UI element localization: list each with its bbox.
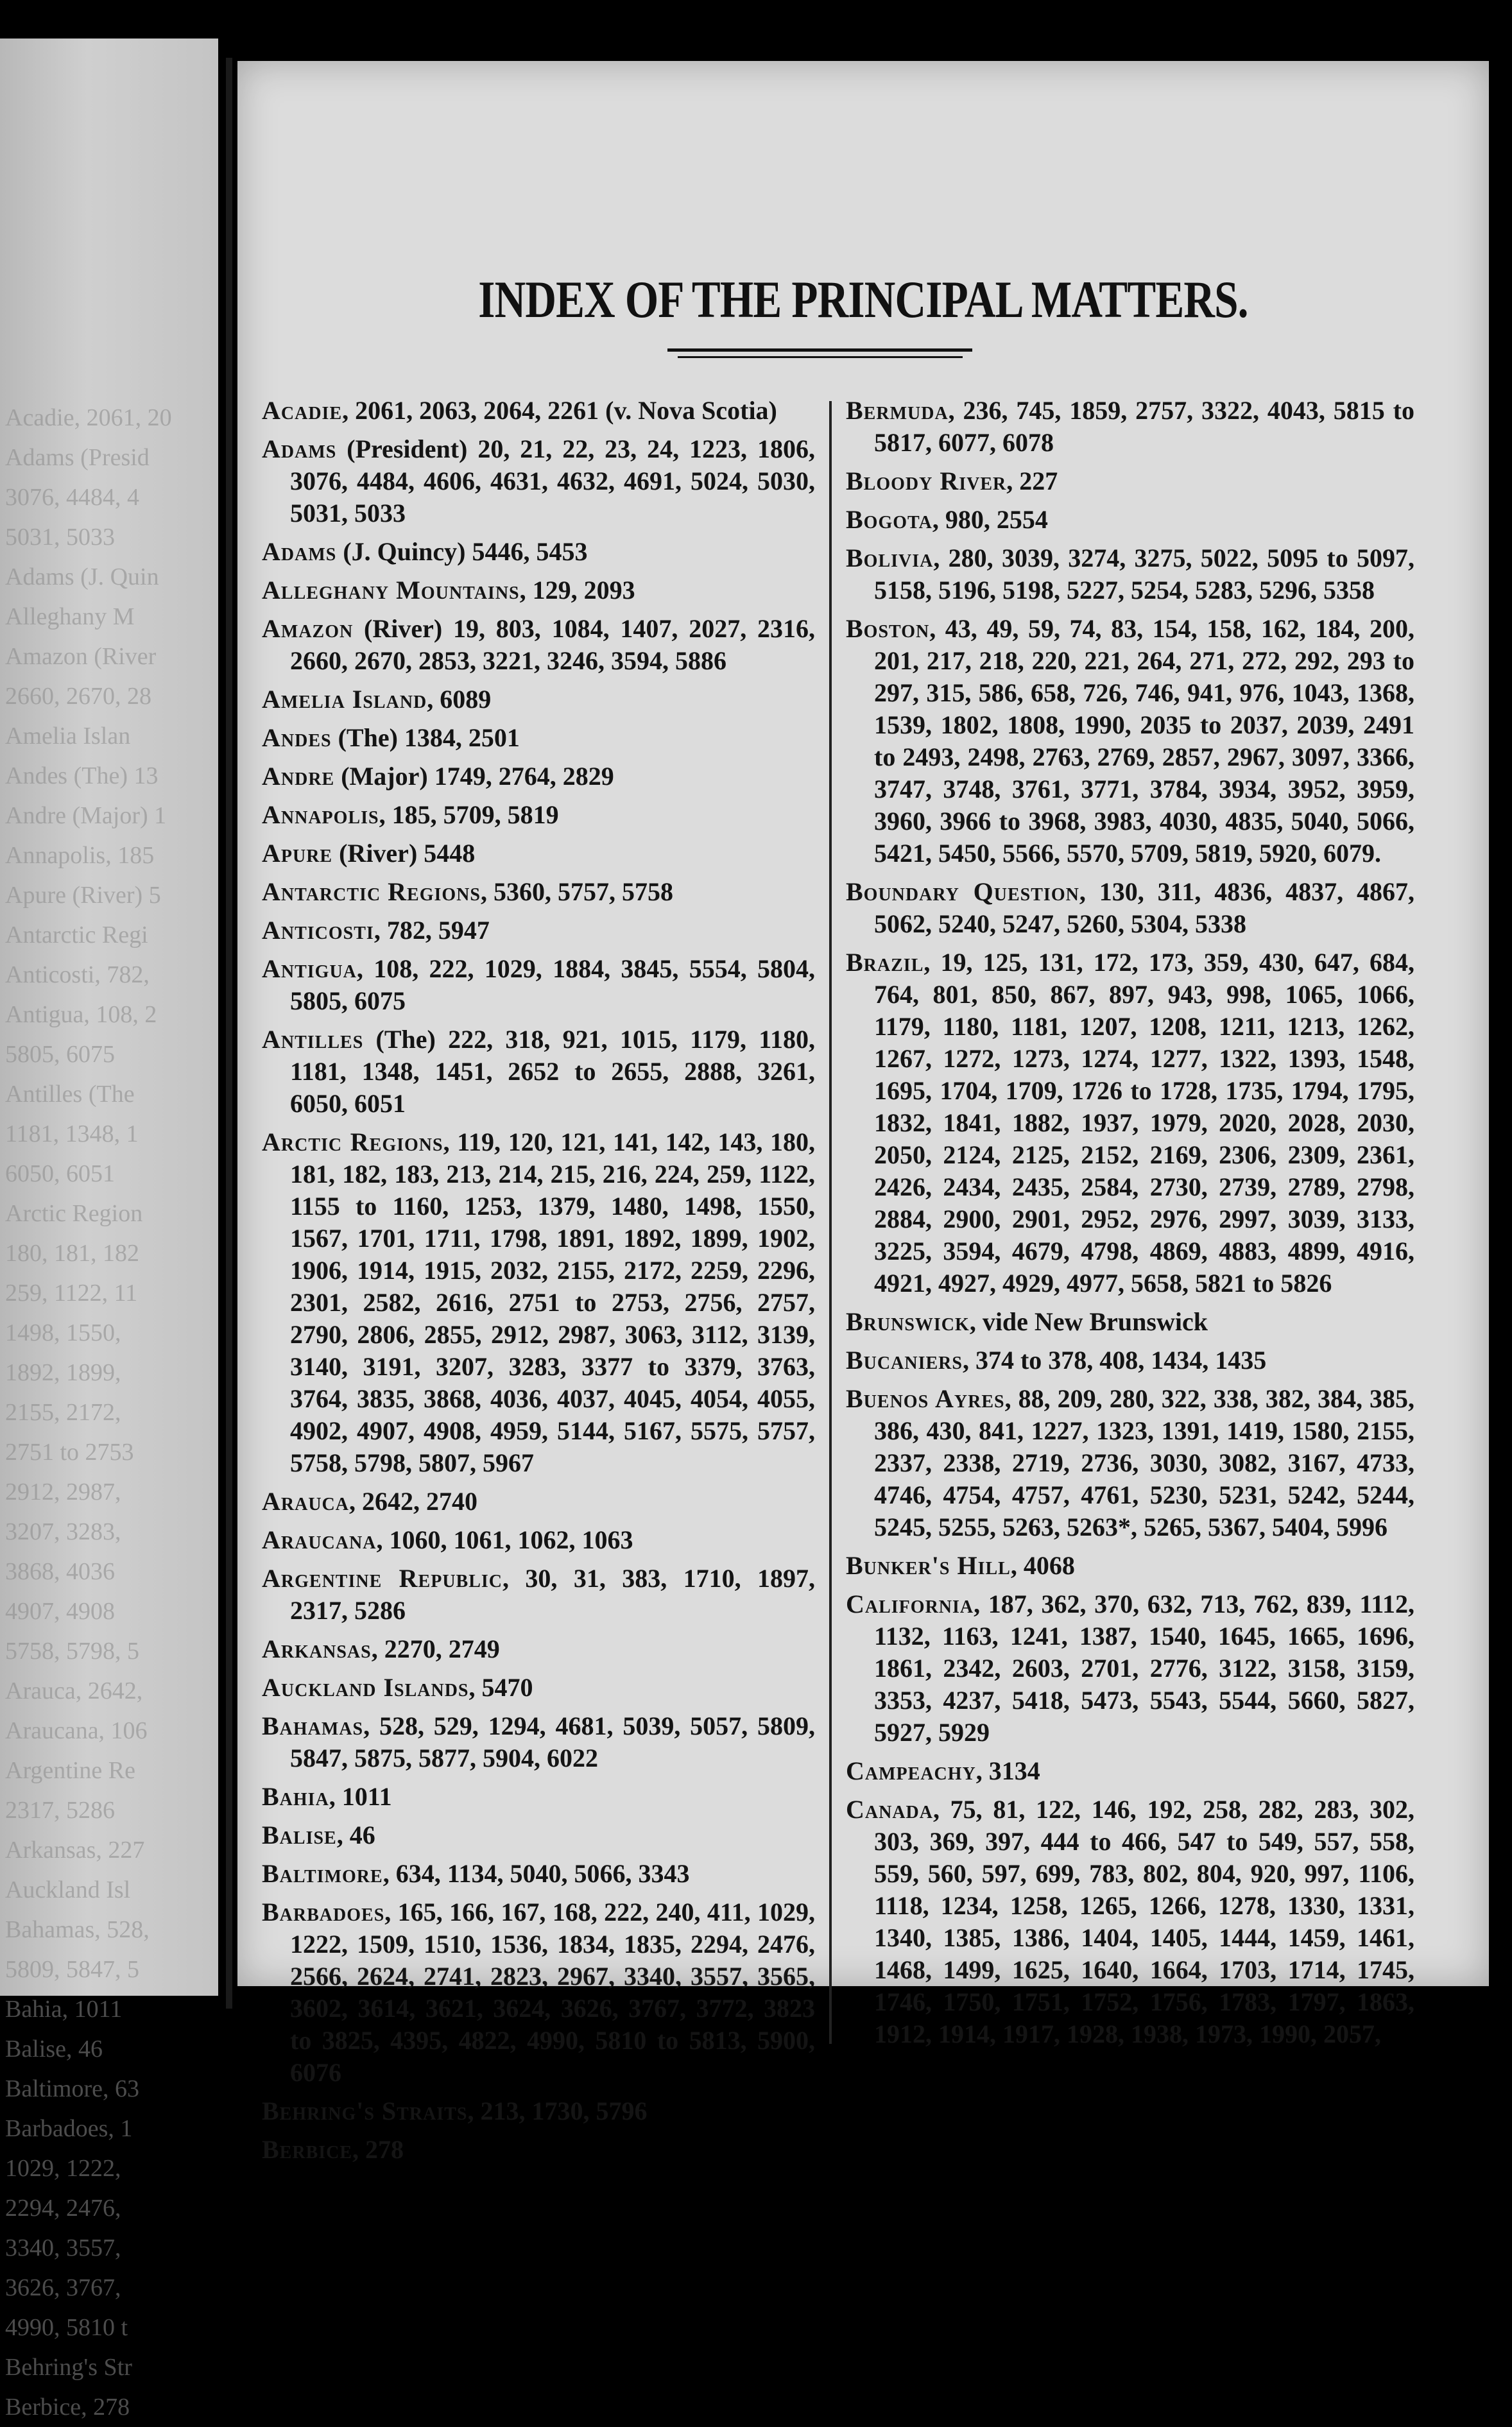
index-references: , 185, 5709, 5819 (379, 800, 559, 829)
bleed-through-line: 180, 181, 182 (5, 1240, 139, 1267)
index-headword: Antigua (262, 954, 357, 983)
bleed-through-line: Andre (Major) 1 (5, 802, 167, 829)
index-entry (846, 1344, 1414, 1376)
index-references: , 5360, 5757, 5758 (480, 877, 673, 906)
index-entry (262, 1024, 815, 1120)
index-headword: Canada (846, 1795, 933, 1824)
index-headword: Antarctic Regions (262, 877, 481, 906)
bleed-through-line: 6050, 6051 (5, 1160, 115, 1187)
index-headword: Argentine Republic (262, 1564, 503, 1593)
bleed-through-line: 1181, 1348, 1 (5, 1120, 139, 1147)
index-references: (The) 1384, 2501 (331, 723, 520, 752)
index-entry (262, 953, 815, 1017)
bleed-through-line: 4990, 5810 t (5, 2314, 128, 2341)
bleed-through-line: 3340, 3557, (5, 2234, 121, 2261)
bleed-through-line: 2317, 5286 (5, 1797, 115, 1824)
index-headword: Arauca (262, 1487, 349, 1516)
index-references: , 43, 49, 59, 74, 83, 154, 158, 162, 184, 200, 201, 217, 218, 220, 221, 264, 271, 272, 292, 293 to 297, 315, 586, 658, 726, 746, 941, 976, 1043, 1368, 1539, 1802, 1808, 1990, 2035 to 2037, 2039, 2491 to 2493, 2498, 2763, 2769, 2857, 2967, 3097, 3366, 3747, 3748, 3761, 3771, 3784, 3934, 3952, 3959, 3960, 3966 to 3968, 3983, 4030, 4835, 5040, 5066, 5421, 5450, 5566, 5570, 5709, 5819, 5920, 6079. (874, 614, 1414, 868)
bleed-through-line: 5805, 6075 (5, 1041, 115, 1068)
index-entry (262, 1486, 815, 1518)
index-headword: Bunker's Hill (846, 1551, 1011, 1580)
bleed-through-line: Antigua, 108, 2 (5, 1001, 157, 1028)
index-references: , 129, 2093 (519, 576, 635, 605)
bleed-through-line: 3868, 4036 (5, 1558, 115, 1585)
index-references: , 3134 (975, 1756, 1040, 1785)
index-headword: Adams (262, 537, 337, 566)
index-entry (262, 1710, 815, 1774)
index-references: , 1060, 1061, 1062, 1063 (376, 1525, 633, 1554)
index-headword: Brunswick (846, 1307, 970, 1336)
index-headword: Bogota (846, 505, 932, 534)
index-headword: Bucaniers (846, 1346, 963, 1375)
index-references: (The) 222, 318, 921, 1015, 1179, 1180, 1181, 1348, 1451, 2652 to 2655, 2888, 3261, 6050, 6051 (290, 1025, 815, 1118)
index-headword: California (846, 1590, 974, 1618)
bleed-through-line: Antarctic Regi (5, 922, 148, 948)
index-entry (262, 1819, 815, 1851)
index-headword: Araucana (262, 1525, 377, 1554)
index-headword: Berbice (262, 2135, 353, 2164)
bleed-through-line: 2660, 2670, 28 (5, 683, 151, 710)
bleed-through-line: Antilles (The (5, 1081, 135, 1108)
index-entry (262, 876, 815, 908)
index-references: , 1011 (329, 1782, 392, 1811)
index-references: , 2061, 2063, 2064, 2261 (v. Nova Scotia) (342, 396, 777, 425)
facing-page-edge (0, 39, 218, 2421)
bleed-through-line: 2155, 2172, (5, 1399, 121, 1426)
bleed-through-line: Behring's Str (5, 2354, 132, 2381)
bleed-through-line: Barbadoes, 1 (5, 2115, 133, 2142)
index-headword: Arctic Regions (262, 1128, 443, 1156)
index-entry (262, 1524, 815, 1556)
index-column-left (262, 395, 815, 2172)
index-references: , 374 to 378, 408, 1434, 1435 (962, 1346, 1267, 1375)
index-headword: Alleghany Mountains (262, 576, 520, 605)
bleed-through-line: Acadie, 2061, 20 (5, 404, 172, 431)
bleed-through-line: Annapolis, 185 (5, 842, 155, 869)
bleed-through-line: Adams (J. Quin (5, 563, 159, 590)
index-references: (Major) 1749, 2764, 2829 (334, 762, 614, 791)
bleed-through-line: Amelia Islan (5, 723, 131, 750)
bleed-through-line: Bahia, 1011 (5, 1996, 123, 2023)
bleed-through-line: 5031, 5033 (5, 524, 115, 551)
index-entry (262, 683, 815, 716)
index-references: (River) 5448 (332, 839, 476, 868)
index-entry (846, 1588, 1414, 1749)
bleed-through-line: Auckland Isl (5, 1876, 131, 1903)
index-references: , 236, 745, 1859, 2757, 3322, 4043, 5815 to 5817, 6077, 6078 (874, 396, 1414, 457)
index-entry (262, 1126, 815, 1479)
index-references: , 108, 222, 1029, 1884, 3845, 5554, 5804, 5805, 6075 (290, 954, 815, 1015)
bleed-through-line: Baltimore, 63 (5, 2075, 139, 2102)
index-references: (President) 20, 21, 22, 23, 24, 1223, 1806, 3076, 4484, 4606, 4631, 4632, 4691, 5024, 5030, 5031, 5033 (290, 434, 815, 527)
bleed-through-line: Apure (River) 5 (5, 882, 161, 909)
bleed-through-line: Alleghany M (5, 603, 135, 630)
index-headword: Brazil (846, 948, 924, 977)
index-headword: Apure (262, 839, 333, 868)
index-references: , 528, 529, 1294, 4681, 5039, 5057, 5809, 5847, 5875, 5877, 5904, 6022 (290, 1711, 815, 1772)
index-references: , 782, 5947 (374, 916, 490, 945)
index-references: , 75, 81, 122, 146, 192, 258, 282, 283, 302, 303, 369, 397, 444 to 466, 547 to 549, 557, 558, 559, 560, 597, 699, 783, 802, 804, 920, 997, 1106, 1118, 1234, 1258, 1265, 1266, 1278, 1330, 1331, 1340, 1385, 1386, 1404, 1405, 1444, 1459, 1461, 1468, 1499, 1625, 1640, 1664, 1703, 1714, 1745, 1746, 1750, 1751, 1752, 1756, 1783, 1797, 1863, 1912, 1914, 1917, 1928, 1938, 1973, 1990, 2057, (874, 1795, 1414, 2048)
index-headword: Amelia Island (262, 685, 427, 714)
index-headword: Adams (262, 434, 337, 463)
bleed-through-line: Araucana, 106 (5, 1717, 148, 1744)
index-headword: Barbadoes (262, 1898, 385, 1926)
index-entry (846, 1755, 1414, 1787)
index-headword: Campeachy (846, 1756, 976, 1785)
bleed-through-line: Amazon (River (5, 643, 157, 670)
index-headword: Bahia (262, 1782, 329, 1811)
index-entry (262, 799, 815, 831)
index-references: , 2642, 2740 (349, 1487, 477, 1516)
bleed-through-line: 4907, 4908 (5, 1598, 115, 1625)
bleed-through-line: 2912, 2987, (5, 1479, 121, 1505)
bleed-through-line: Argentine Re (5, 1757, 135, 1784)
index-references: , 5470 (468, 1673, 533, 1702)
index-entry (846, 947, 1414, 1299)
index-headword: Balise (262, 1821, 337, 1849)
index-references: , 119, 120, 121, 141, 142, 143, 180, 181, 182, 183, 213, 214, 215, 216, 224, 259, 1122, 1155 to 1160, 1253, 1379, 1480, 1498, 1550, 1567, 1701, 1711, 1798, 1891, 1892, 1899, 1902, 1906, 1914, 1915, 2032, 2155, 2172, 2259, 2296, 2301, 2582, 2616, 2751 to 2753, 2756, 2757, 2790, 2806, 2855, 2912, 2987, 3063, 3112, 3139, 3140, 3191, 3207, 3283, 3377 to 3379, 3763, 3764, 3835, 3868, 4036, 4037, 4045, 4054, 4055, 4902, 4907, 4908, 4959, 5144, 5167, 5575, 5757, 5758, 5798, 5807, 5967 (290, 1128, 815, 1477)
index-references: (River) 19, 803, 1084, 1407, 2027, 2316, 2660, 2670, 2853, 3221, 3246, 3594, 5886 (290, 614, 815, 675)
bleed-through-line: 2751 to 2753 (5, 1439, 134, 1466)
index-references: , 30, 31, 383, 1710, 1897, 2317, 5286 (290, 1564, 816, 1625)
index-entry (846, 1306, 1414, 1338)
index-headword: Andre (262, 762, 335, 791)
bleed-through-line: Adams (Presid (5, 444, 150, 471)
page-title: INDEX OF THE PRINCIPAL MATTERS. (478, 270, 1248, 329)
index-entry (846, 465, 1414, 497)
index-entry (262, 760, 815, 793)
index-entry (262, 433, 815, 529)
index-entry (846, 613, 1414, 870)
book-gutter (226, 58, 232, 2009)
index-entry (262, 395, 815, 427)
bleed-through-line: 3076, 4484, 4 (5, 484, 139, 511)
index-entry (262, 1633, 815, 1665)
index-entry (262, 722, 815, 754)
index-page (237, 61, 1489, 2164)
index-headword: Bolivia (846, 544, 934, 572)
bleed-through-line: Bahamas, 528, (5, 1916, 150, 1943)
index-entry (262, 1563, 815, 1627)
index-entry (262, 1672, 815, 1704)
index-references: , 278 (352, 2135, 404, 2164)
bleed-through-line: 1892, 1899, (5, 1359, 121, 1386)
index-headword: Boundary Question (846, 877, 1079, 906)
column-divider (829, 401, 832, 2044)
bleed-through-line: 1498, 1550, (5, 1319, 121, 1346)
index-headword: Arkansas (262, 1634, 372, 1663)
index-references: , 213, 1730, 5796 (467, 2097, 648, 2125)
index-references: , 227 (1006, 467, 1058, 495)
bleed-through-line: 3207, 3283, (5, 1518, 121, 1545)
index-headword: Bloody River (846, 467, 1007, 495)
index-headword: Andes (262, 723, 332, 752)
bleed-through-line: Arauca, 2642, (5, 1677, 143, 1704)
index-headword: Bahamas (262, 1711, 364, 1740)
index-entry (262, 1858, 815, 1890)
index-entry (846, 504, 1414, 536)
title-rule-thick (667, 348, 972, 352)
index-entry (262, 574, 815, 606)
index-headword: Auckland Islands (262, 1673, 469, 1702)
index-references: , 46 (336, 1821, 375, 1849)
bleed-through-line: 5758, 5798, 5 (5, 1638, 139, 1665)
index-headword: Amazon (262, 614, 354, 643)
index-references: , 980, 2554 (932, 505, 1048, 534)
title-rule-thin (678, 356, 963, 358)
index-references: , 130, 311, 4836, 4837, 4867, 5062, 5240, 5247, 5260, 5304, 5338 (874, 877, 1414, 938)
index-entry (846, 876, 1414, 940)
bleed-through-line: Balise, 46 (5, 2036, 103, 2063)
bleed-through-line: 3626, 3767, (5, 2274, 121, 2301)
index-entry (262, 536, 815, 568)
index-entry (846, 542, 1414, 606)
index-entry (846, 395, 1414, 459)
bleed-through-line: 5809, 5847, 5 (5, 1956, 139, 1983)
index-headword: Baltimore (262, 1859, 383, 1888)
index-headword: Annapolis (262, 800, 379, 829)
index-entry (262, 1781, 815, 1813)
bleed-through-line: 2294, 2476, (5, 2195, 121, 2222)
index-headword: Antilles (262, 1025, 364, 1054)
index-references: , 88, 209, 280, 322, 338, 382, 384, 385, 386, 430, 841, 1227, 1323, 1391, 1419, 1580, 2155, 2337, 2338, 2719, 2736, 3030, 3082, 3167, 4733, 4746, 4754, 4757, 4761, 5230, 5231, 5242, 5244, 5245, 5255, 5263, 5263*, 5265, 5367, 5404, 5996 (874, 1384, 1414, 1541)
index-column-right (846, 395, 1414, 2057)
bleed-through-line: 259, 1122, 11 (5, 1280, 138, 1307)
index-headword: Bermuda (846, 396, 949, 425)
index-entry (846, 1550, 1414, 1582)
index-entry (262, 914, 815, 947)
index-headword: Acadie (262, 396, 343, 425)
index-headword: Behring's Straits (262, 2097, 468, 2125)
bleed-through-line: Arkansas, 227 (5, 1837, 145, 1864)
index-entry (846, 1383, 1414, 1543)
index-entry (262, 2095, 815, 2127)
bleed-through-line: 1029, 1222, (5, 2155, 121, 2182)
index-entry (262, 1896, 815, 2089)
bleed-through-line: Arctic Region (5, 1200, 143, 1227)
index-references: , 634, 1134, 5040, 5066, 3343 (382, 1859, 690, 1888)
index-references: , 6089 (427, 685, 492, 714)
bleed-through-line: Anticosti, 782, (5, 961, 150, 988)
index-references: , 165, 166, 167, 168, 222, 240, 411, 1029, 1222, 1509, 1510, 1536, 1834, 1835, 2294, 2476, 2566, 2624, 2741, 2823, 2967, 3340, 3557, 3565, 3602, 3614, 3621, 3624, 3626, 3767, 3772, 3823 to 3825, 4395, 4822, 4990, 5810 to 5813, 5900, 6076 (290, 1898, 815, 2087)
bleed-through-text (5, 398, 217, 2427)
index-references: (J. Quincy) 5446, 5453 (336, 537, 588, 566)
bleed-through-line: Andes (The) 13 (5, 762, 159, 789)
index-references: , 19, 125, 131, 172, 173, 359, 430, 647, 684, 764, 801, 850, 867, 897, 943, 998, 1065, 1066, 1179, 1180, 1181, 1207, 1208, 1211, 1213, 1262, 1267, 1272, 1273, 1274, 1277, 1322, 1393, 1548, 1695, 1704, 1709, 1726 to 1728, 1735, 1794, 1795, 1832, 1841, 1882, 1937, 1979, 2020, 2028, 2030, 2050, 2124, 2125, 2152, 2169, 2306, 2309, 2361, 2426, 2434, 2435, 2584, 2730, 2739, 2789, 2798, 2884, 2900, 2901, 2952, 2976, 2997, 3039, 3133, 3225, 3594, 4679, 4798, 4869, 4883, 4899, 4916, 4921, 4927, 4929, 4977, 5658, 5821 to 5826 (874, 948, 1414, 1298)
index-headword: Anticosti (262, 916, 374, 945)
index-references: , 4068 (1010, 1551, 1075, 1580)
index-entry (262, 613, 815, 677)
index-entry (262, 2134, 815, 2166)
index-headword: Boston (846, 614, 930, 643)
index-entry (262, 837, 815, 870)
index-headword: Buenos Ayres (846, 1384, 1005, 1413)
index-entry (846, 1794, 1414, 2050)
index-references: , 280, 3039, 3274, 3275, 5022, 5095 to 5097, 5158, 5196, 5198, 5227, 5254, 5283, 5296, 5358 (874, 544, 1414, 605)
index-references: , 187, 362, 370, 632, 713, 762, 839, 1112, 1132, 1163, 1241, 1387, 1540, 1645, 1665, 1696, 1861, 2342, 2603, 2701, 2776, 3122, 3158, 3159, 3353, 4237, 5418, 5473, 5543, 5544, 5660, 5827, 5927, 5929 (874, 1590, 1414, 1747)
index-references: , vide New Brunswick (969, 1307, 1208, 1336)
index-references: , 2270, 2749 (371, 1634, 500, 1663)
bleed-through-line: Berbice, 278 (5, 2394, 130, 2421)
